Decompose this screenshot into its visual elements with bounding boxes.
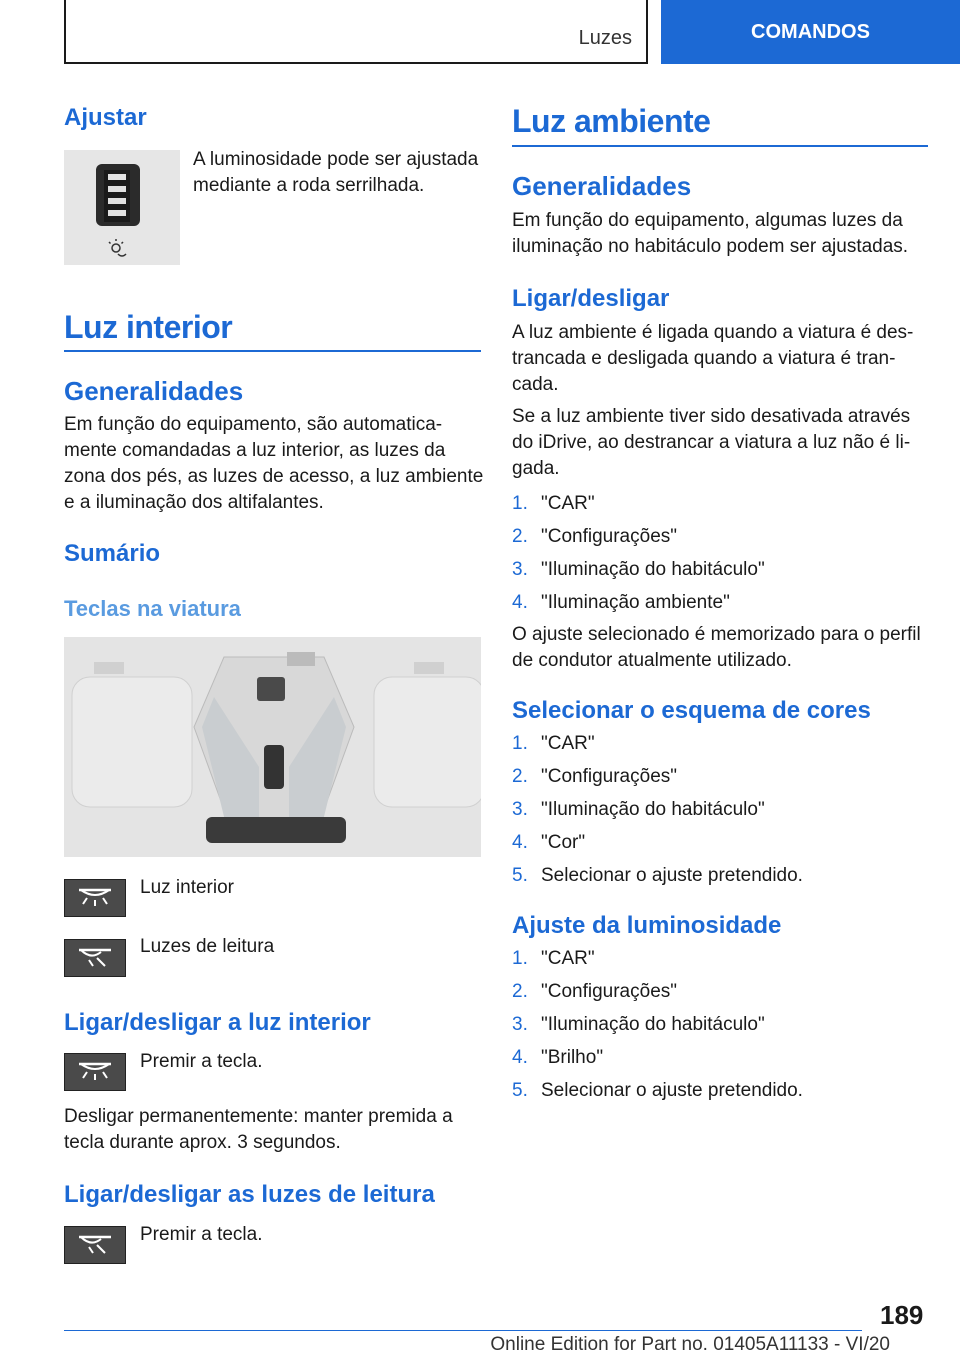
roof-console-image (64, 637, 481, 857)
heading-rule (512, 145, 928, 147)
interior-light-label: Luz interior (140, 877, 234, 898)
list-item: 4. "Iluminação ambiente" (512, 592, 730, 613)
steps-list-ambiente (512, 493, 932, 625)
luz-interior-heading: Luz interior (64, 309, 233, 345)
heading-rule (64, 350, 481, 352)
ajustar-text: A luminosidade pode ser ajustada mediante a roda serrilhada. (193, 149, 479, 196)
section-title: Luzes (578, 27, 632, 49)
footer-rule (64, 1330, 862, 1331)
list-item: 2. "Configurações" (512, 766, 678, 787)
list-item: 3. "Iluminação do habitáculo" (512, 559, 765, 580)
cores-heading: Selecionar o esquema de cores (512, 697, 871, 724)
list-item: 3. "Iluminação do habitáculo" (512, 1014, 765, 1035)
steps-list-luminosidade (512, 948, 932, 1113)
chapter-tab: COMANDOS (661, 0, 960, 64)
list-item: 3. "Iluminação do habitáculo" (512, 799, 765, 820)
generalidades-heading: Generalidades (512, 171, 692, 201)
leitura-text: Premir a tecla. (140, 1224, 263, 1245)
generalidades-heading: Generalidades (64, 376, 244, 406)
leitura-heading: Ligar/desligar as luzes de leitura (64, 1181, 435, 1208)
reading-light-button-icon (64, 939, 126, 977)
edition-text: Online Edition for Part no. 01405A11133 - VI/20 (490, 1334, 890, 1355)
header-box (64, 0, 648, 64)
luminosidade-heading: Ajuste da luminosidade (512, 912, 782, 939)
generalidades-text: Em função do equipamento, são automatica-mente comandadas a luz interior, as luzes da zona dos pés, as luzes de acesso, a luz ambiente e a iluminação dos altifalantes. (64, 414, 484, 513)
interior-light-button-icon (64, 879, 126, 917)
teclas-heading: Teclas na viatura (64, 596, 241, 621)
dimmer-wheel-image (64, 150, 180, 265)
luz-ambiente-heading: Luz ambiente (512, 103, 711, 139)
reading-light-button-icon (64, 1226, 126, 1264)
page-number: 189 (880, 1300, 924, 1330)
list-item: 5. Selecionar o ajuste pretendido. (512, 1080, 803, 1101)
ajustar-heading: Ajustar (64, 104, 147, 131)
list-item: 2. "Configurações" (512, 981, 678, 1002)
desligar-text: Desligar permanentemente: manter premida a tecla durante aprox. 3 segundos. (64, 1106, 453, 1153)
list-item: 4. "Brilho" (512, 1047, 604, 1068)
list-item: 5. Selecionar o ajuste pretendido. (512, 865, 803, 886)
list-item: 4. "Cor" (512, 832, 586, 853)
sumario-heading: Sumário (64, 540, 161, 567)
reading-light-label: Luzes de leitura (140, 936, 275, 957)
list-item: 1. "CAR" (512, 493, 595, 514)
interior-light-button-icon (64, 1053, 126, 1091)
ligar-text: Premir a tecla. (140, 1051, 263, 1072)
generalidades-text: Em função do equipamento, algumas luzes da iluminação no habitáculo podem ser ajustadas. (512, 210, 909, 257)
list-item: 1. "CAR" (512, 948, 595, 969)
ligar-heading: Ligar/desligar a luz interior (64, 1009, 371, 1036)
ligar-desligar-heading: Ligar/desligar (512, 285, 670, 312)
ajuste-text: O ajuste selecionado é memorizado para o perfil de condutor atualmente utilizado. (512, 624, 921, 671)
steps-list-cores (512, 733, 932, 898)
list-item: 1. "CAR" (512, 733, 595, 754)
list-item: 2. "Configurações" (512, 526, 678, 547)
ligar-text-1: A luz ambiente é ligada quando a viatura é des-trancada e desligada quando a viatura é tran-cada. (512, 322, 914, 395)
ligar-text-2: Se a luz ambiente tiver sido desativada através do iDrive, ao destrancar a viatura a luz não é li-gada. (512, 406, 911, 479)
